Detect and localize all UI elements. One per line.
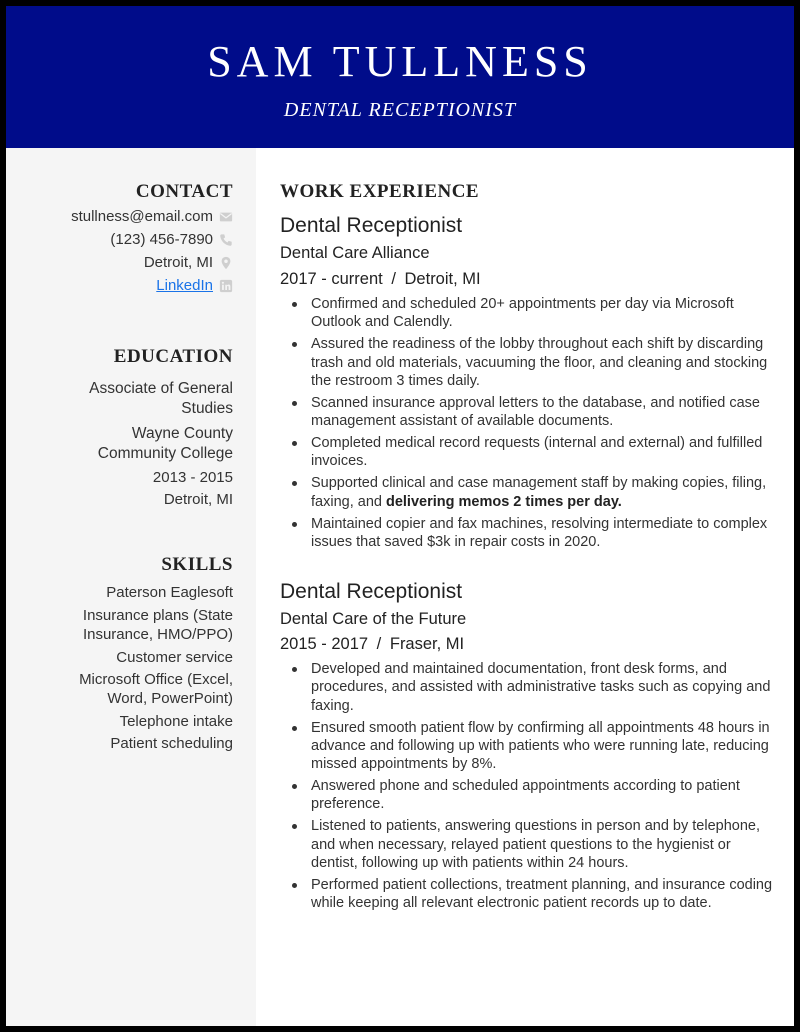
- job-meta: [280, 633, 464, 655]
- skill-item: Paterson Eaglesoft: [106, 584, 233, 601]
- education-location: Detroit, MI: [163, 491, 233, 508]
- list-item: Completed medical record requests (internal and external) and fulfilled invoices.: [288, 434, 774, 471]
- sidebar: [6, 148, 256, 1026]
- map-pin-icon: [219, 256, 233, 270]
- envelope-icon: [219, 210, 233, 224]
- job-company: Dental Care of the Future: [280, 610, 467, 628]
- linkedin-link[interactable]: LinkedIn: [156, 277, 213, 294]
- contact-phone: (123) 456-7890: [110, 231, 213, 248]
- education-degree: Associate of General Studies: [89, 380, 233, 417]
- list-item: Developed and maintained documentation, front desk forms, and procedures, and assisted with administrative tasks such as copying and faxing.: [288, 660, 774, 715]
- job-separator: /: [391, 270, 396, 288]
- contact-heading: CONTACT: [135, 181, 233, 202]
- candidate-title: DENTAL RECEPTIONIST: [283, 99, 517, 121]
- job-separator: /: [376, 635, 382, 653]
- list-item: Listened to patients, answering questions in person and by telephone, and when necessary, relayed patient questions to the hygienist or dentist, following up with patients within 24 hours.: [288, 817, 774, 872]
- contact-linkedin-row: [156, 275, 233, 297]
- skill-item: Customer service: [116, 649, 233, 666]
- education-heading: EDUCATION: [113, 346, 233, 367]
- work-experience-heading: WORK EXPERIENCE: [280, 181, 480, 202]
- main-content: [256, 148, 794, 1026]
- list-item: Performed patient collections, treatment planning, and insurance coding while keeping all relevant electronic patient records up to date.: [288, 876, 774, 913]
- list-item: Supported clinical and case management staff by making copies, filing, faxing, and delivering memos 2 times per day.: [288, 474, 774, 511]
- job-dates: 2015 - 2017: [280, 635, 369, 653]
- phone-icon: [219, 233, 233, 247]
- list-item: Assured the readiness of the lobby throughout each shift by discarding trash and old materials, vacuuming the floor, and cleaning and stocking the restroom 3 times daily.: [288, 335, 774, 390]
- skill-item: Patient scheduling: [110, 735, 233, 752]
- job-location: Fraser, MI: [389, 635, 465, 653]
- list-item: Scanned insurance approval letters to the database, and notified case management assistant of available documents.: [288, 394, 774, 431]
- candidate-name: SAM TULLNESS: [207, 37, 593, 86]
- linkedin-icon: [219, 279, 233, 293]
- contact-location-row: [144, 252, 233, 274]
- contact-email[interactable]: stullness@email.com: [71, 208, 213, 225]
- job-meta: [280, 268, 481, 290]
- job-bullets: [288, 295, 774, 555]
- skill-item: Microsoft Office (Excel, Word, PowerPoint): [79, 671, 233, 707]
- resume-page: [6, 6, 794, 1026]
- job-title: Dental Receptionist: [280, 214, 463, 237]
- education-dates: 2013 - 2015: [152, 469, 233, 486]
- contact-location: Detroit, MI: [143, 254, 213, 271]
- job-dates: 2017 - current: [280, 270, 383, 288]
- job-bullets: [288, 660, 774, 916]
- job-location: Detroit, MI: [404, 270, 481, 288]
- skills-heading: SKILLS: [161, 554, 233, 575]
- education-school: Wayne County Community College: [97, 425, 233, 462]
- list-item: Maintained copier and fax machines, resolving intermediate to complex issues that saved $3k in repair costs in 2020.: [288, 515, 774, 552]
- list-item: Ensured smooth patient flow by confirming all appointments 48 hours in advance and following up with patients who were running late, reducing missed appointments by 8%.: [288, 719, 774, 774]
- job-title: Dental Receptionist: [280, 580, 463, 603]
- skill-item: Insurance plans (State Insurance, HMO/PPO): [82, 607, 233, 643]
- contact-phone-row: [110, 229, 233, 251]
- job-company: Dental Care Alliance: [280, 244, 430, 262]
- list-item: Answered phone and scheduled appointments according to patient preference.: [288, 777, 774, 814]
- list-item: Confirmed and scheduled 20+ appointments per day via Microsoft Outlook and Calendly.: [288, 295, 774, 332]
- resume-header: [6, 6, 794, 148]
- skill-item: Telephone intake: [119, 713, 233, 730]
- contact-email-row: [71, 206, 233, 228]
